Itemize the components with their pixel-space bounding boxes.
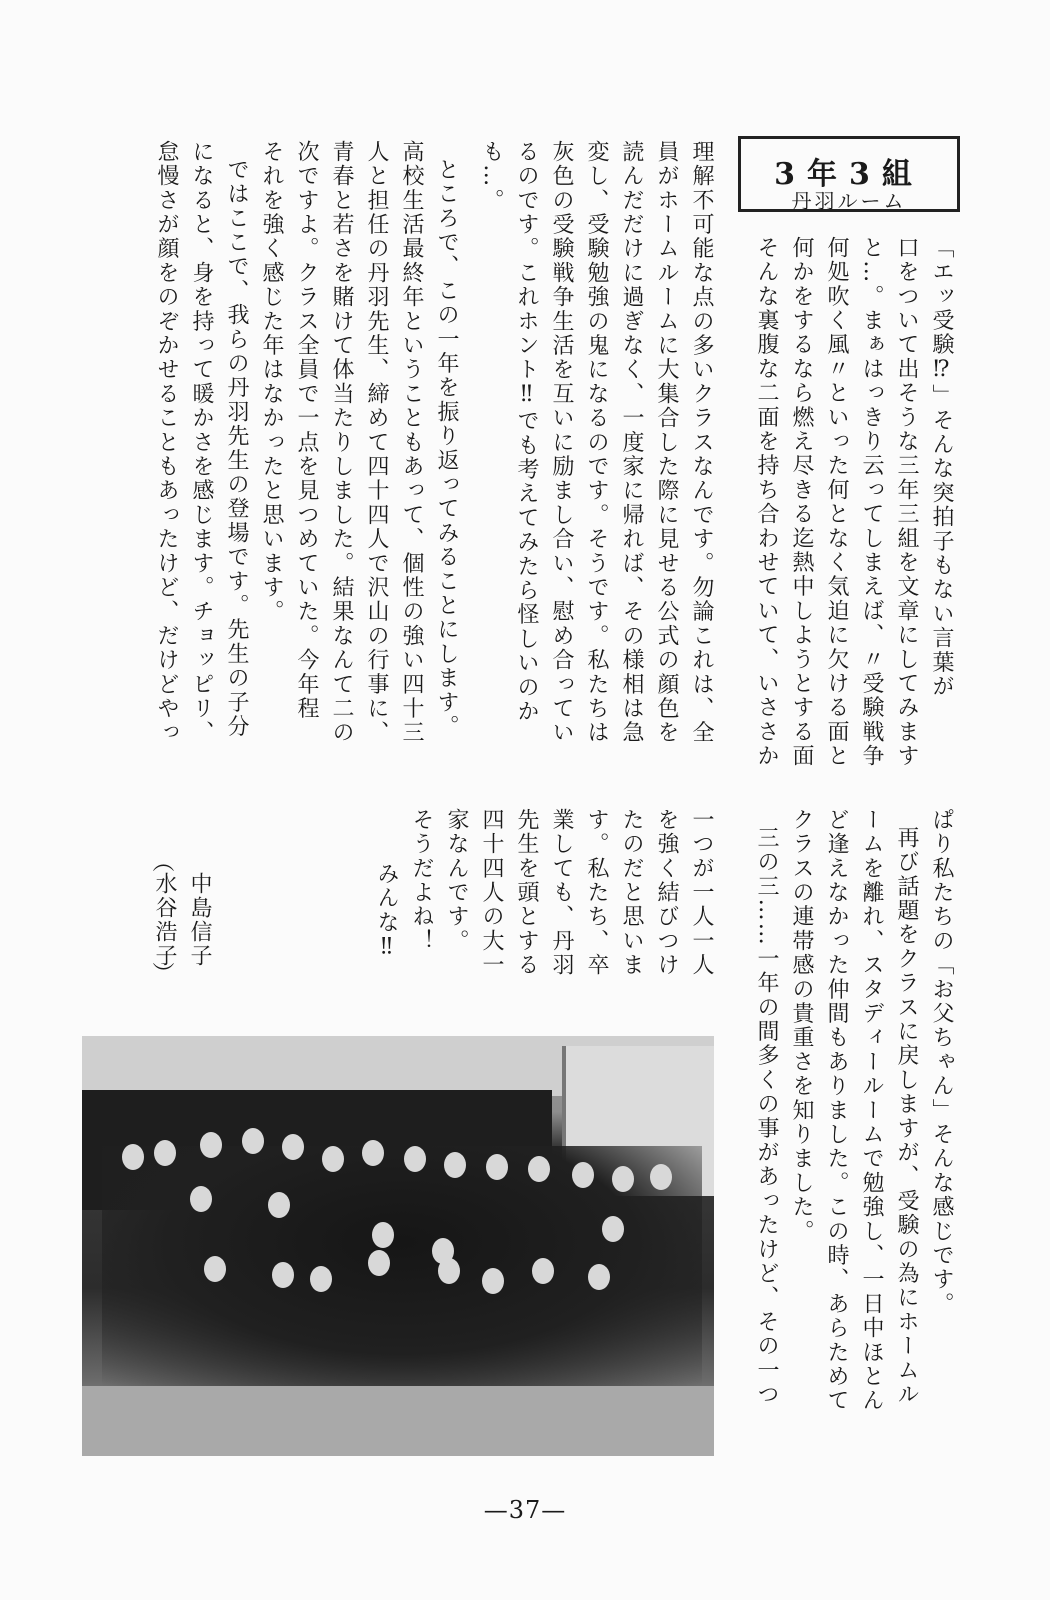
text-column: 次ですよ。クラス全員で一点を見つめていた。今年程 — [294, 140, 319, 721]
text-column: ームを離れ、スタディールームで勉強し、一日中ほとん — [859, 808, 884, 1413]
text-column: 灰色の受験戦争生活を互いに励まし合い、慰め合ってい — [549, 140, 574, 745]
article-title-box — [738, 136, 960, 212]
author-name: 水谷浩子 — [152, 872, 177, 968]
text-column: 何処吹く風〃といった何となく気迫に欠ける面と — [824, 236, 849, 769]
article-title: 3年3組 — [774, 157, 924, 192]
text-column: ぱり私たちの「お父ちゃん」そんな感じです。 — [929, 808, 954, 1317]
text-column: 人と担任の丹羽先生、締めて四十四人で沢山の行事に、 — [364, 140, 389, 745]
text-column: 業しても、丹羽 — [549, 808, 574, 978]
text-column: クラスの連帯感の貴重さを知りました。 — [789, 808, 814, 1244]
text-column: 理解不可能な点の多いクラスなんです。勿論これは、全 — [689, 140, 714, 745]
text-column: それを強く感じた年はなかったと思います。 — [259, 140, 284, 624]
class-group-photo — [82, 1036, 714, 1456]
text-column: 怠慢さが顔をのぞかせることもあったけど、だけどやっ — [154, 140, 179, 745]
text-column: 員がホームルームに大集合した際に見せる公式の顔色を — [654, 140, 679, 745]
text-column: 先生を頭とする — [514, 808, 539, 978]
text-column: そんな裏腹な二面を持ち合わせていて、いささか — [754, 236, 779, 769]
text-column: 何かをするなら燃え尽きる迄熱中しようとする面 — [789, 236, 814, 769]
text-column: ど逢えなかった仲間もありました。この時、あらためて — [824, 808, 849, 1413]
document-page: 3年3組 丹羽ルーム 「エッ受験⁉」そんな突拍子もない言葉が 口をついて出そうな三年三組を文章にしてみます と…。まぁはっきり云ってしまえば、〃受験戦争 何処吹く風〃といった何となく気迫に欠ける面と 何かをするなら燃え尽きる迄熱中しようとする面 そんな裏腹な二面を持ち合わせていて、いささか 理解不可能な点の多いクラスなんです。勿論これは、全 員がホームルームに大集合した際に見せる公式の顔色を 読んだだけに過ぎなく、一度家に帰れば、その様相は急 変し、受験勉強の鬼になるのです。そうです。私たちは 灰色の受験戦争生活を互いに励まし合い、慰め合ってい るのです。これホント‼でも考えてみたら怪しいのか も…。 ところで、この一年を振り返ってみることにします。 高校生活最終年ということもあって、個性の強い四十三 人と担任の丹羽先生、締めて四十四人で沢山の行事に、 青春と若さを賭けて体当たりしました。結果なんて二の 次ですよ。クラス全員で一点を見つめていた。今年程 それを強く感じた年はなかったと思います。 ではここで、我らの丹羽先生の登場です。先生の子分 になると、身を持って暖かさを感じます。チョッピリ、 怠慢さが顔をのぞかせることもあったけど、だけどやっ ぱり私たちの「お父ちゃん」そんな感じです。 再び話題をクラスに戻しますが、受験の為にホームル ームを離れ、スタディールームで勉強し、一日中ほとん ど逢えなかった仲間もありました。この時、あらためて クラスの連帯感の貴重さを知りました。 三の三……一年の間多くの事があったけど、その一つ 一つが一人一人 を強く結びつけ たのだと思いま す。私たち、卒 業しても、丹羽 先生を頭とする 四十四人の大一 家なんです。 そうだよね！ みんな‼ （ 中島信子 水谷浩子 ） —37— — [0, 0, 1050, 1600]
text-column: 四十四人の大一 — [479, 808, 504, 978]
text-column: も…。 — [479, 140, 504, 213]
text-column: 家なんです。 — [444, 808, 469, 954]
page-number: —37— — [483, 1496, 567, 1524]
text-column: みんな‼ — [374, 862, 399, 962]
author-name: 中島信子 — [187, 872, 212, 968]
text-column: 高校生活最終年ということもあって、個性の強い四十三 — [399, 140, 424, 745]
text-column: ところで、この一年を振り返ってみることにします。 — [434, 158, 459, 739]
text-column: す。私たち、卒 — [584, 808, 609, 978]
article-subtitle: 丹羽ルーム — [791, 189, 907, 213]
text-column: 読んだだけに過ぎなく、一度家に帰れば、その様相は急 — [619, 140, 644, 745]
text-column: 「エッ受験⁉」そんな突拍子もない言葉が — [929, 236, 954, 699]
text-column: るのです。これホント‼でも考えてみたら怪しいのか — [514, 140, 539, 724]
text-column: 口をついて出そうな三年三組を文章にしてみます — [894, 236, 919, 769]
text-column: 青春と若さを賭けて体当たりしました。結果なんて二の — [329, 140, 354, 745]
text-column: を強く結びつけ — [654, 808, 679, 978]
text-column: 再び話題をクラスに戻しますが、受験の為にホームル — [894, 826, 919, 1407]
text-column: たのだと思いま — [619, 808, 644, 978]
text-column: 変し、受験勉強の鬼になるのです。そうです。私たちは — [584, 140, 609, 745]
text-column: ではここで、我らの丹羽先生の登場です。先生の子分 — [224, 158, 249, 739]
text-column: と…。まぁはっきり云ってしまえば、〃受験戦争 — [859, 236, 884, 769]
text-column: 一つが一人一人 — [689, 808, 714, 978]
text-column: そうだよね！ — [409, 808, 434, 954]
text-column: 三の三……一年の間多くの事があったけど、その一つ — [754, 826, 779, 1407]
text-column: になると、身を持って暖かさを感じます。チョッピリ、 — [189, 140, 214, 745]
